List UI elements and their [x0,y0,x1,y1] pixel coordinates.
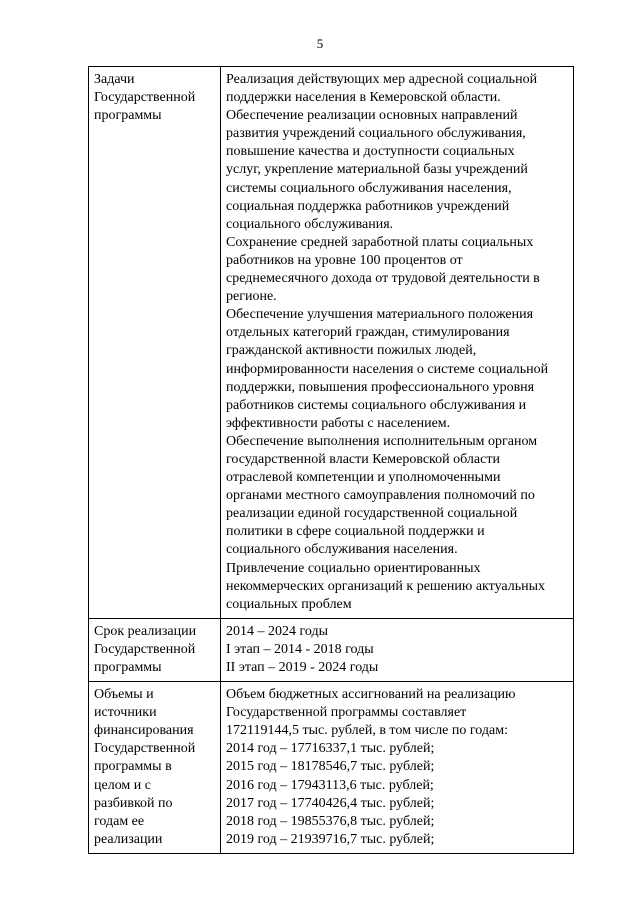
value-line: 2018 год – 19855376,8 тыс. рублей; [226,813,435,829]
value-line: отдельных категорий граждан, стимулирования [226,325,510,341]
value-line: I этап – 2014 - 2018 годы [226,641,374,657]
value-line: гражданской активности пожилых людей, [226,343,477,359]
value-line: Государственной программы составляет [226,705,467,721]
value-line: 2014 год – 17716337,1 тыс. рублей; [226,741,435,757]
row-funding-volumes [89,682,574,854]
value-line: услуг, укрепление материальной базы учреждений [226,162,528,178]
value-cell [221,682,574,854]
value-line: государственной власти Кемеровской области [226,451,500,467]
value-line: развития учреждений социального обслуживания, [226,126,526,142]
value-line: политики в сфере социальной поддержки и [226,524,485,540]
value-line: Реализация действующих мер адресной социальной [226,72,538,87]
label-line: годам ее [94,813,145,829]
value-line: поддержки, повышения профессионального уровня [226,379,535,395]
value-line: повышение качества и доступности социальных [226,144,515,160]
page-number: 5 [316,36,324,51]
label-line: источники [94,705,157,721]
value-line: Обеспечение выполнения исполнительным органом [226,433,538,449]
program-passport-table [88,66,574,854]
value-line: Сохранение средней заработной платы социальных [226,234,534,250]
value-line: 172119144,5 тыс. рублей, в том числе по годам: [226,723,508,739]
value-line: социальная поддержка работников учреждений [226,198,510,214]
label-line: Срок реализации [94,623,197,639]
value-cell [221,67,574,619]
value-line: 2014 – 2024 годы [226,623,329,639]
value-line: системы социального обслуживания населения, [226,180,512,196]
row-program-tasks [89,67,574,619]
value-line: II этап – 2019 - 2024 годы [226,660,379,675]
label-cell [89,67,221,619]
value-line: социального обслуживания. [226,216,394,232]
value-line: эффективности работы с населением. [226,415,451,431]
value-line: информированности населения о системе социальной [226,361,549,377]
passport-table-body [89,67,574,854]
label-line: программы в [94,759,172,775]
value-line: реализации единой государственной социальной [226,506,518,522]
label-cell [89,682,221,854]
value-line: некоммерческих организаций к решению актуальных [226,578,546,594]
label-line: Объемы и [94,687,154,703]
label-line: реализации [94,831,163,847]
value-line: поддержки населения в Кемеровской области. [226,90,501,106]
value-line: регионе. [226,289,277,305]
value-line: среднемесячного дохода от трудовой деятельности в [226,271,540,287]
value-line: Объем бюджетных ассигнований на реализацию [226,687,516,703]
value-line: Обеспечение улучшения материального положения [226,307,534,323]
value-line: органами местного самоуправления полномочий по [226,488,535,504]
label-line: программы [94,108,162,124]
label-line: Государственной [94,641,196,657]
label-line: программы [94,660,162,675]
value-line: 2017 год – 17740426,4 тыс. рублей; [226,795,435,811]
value-line: работников системы социального обслуживания и [226,397,527,413]
label-line: финансирования [94,723,194,739]
value-line: Привлечение социально ориентированных [226,560,481,576]
value-line: социального обслуживания населения. [226,542,458,558]
value-line: 2016 год – 17943113,6 тыс. рублей; [226,777,434,793]
value-cell [221,618,574,681]
label-line: разбивкой по [94,795,173,811]
row-implementation-period [89,618,574,681]
value-line: Обеспечение реализации основных направлений [226,108,518,124]
value-line: отраслевой компетенции и уполномоченными [226,470,501,486]
value-line: 2015 год – 18178546,7 тыс. рублей; [226,759,435,775]
label-cell [89,618,221,681]
value-line: работников на уровне 100 процентов от [226,252,463,268]
value-line: социальных проблем [226,596,352,612]
label-line: Задачи [94,72,135,87]
label-line: Государственной [94,90,196,106]
label-line: Государственной [94,741,196,757]
label-line: целом и с [94,777,151,793]
value-line: 2019 год – 21939716,7 тыс. рублей; [226,831,435,847]
